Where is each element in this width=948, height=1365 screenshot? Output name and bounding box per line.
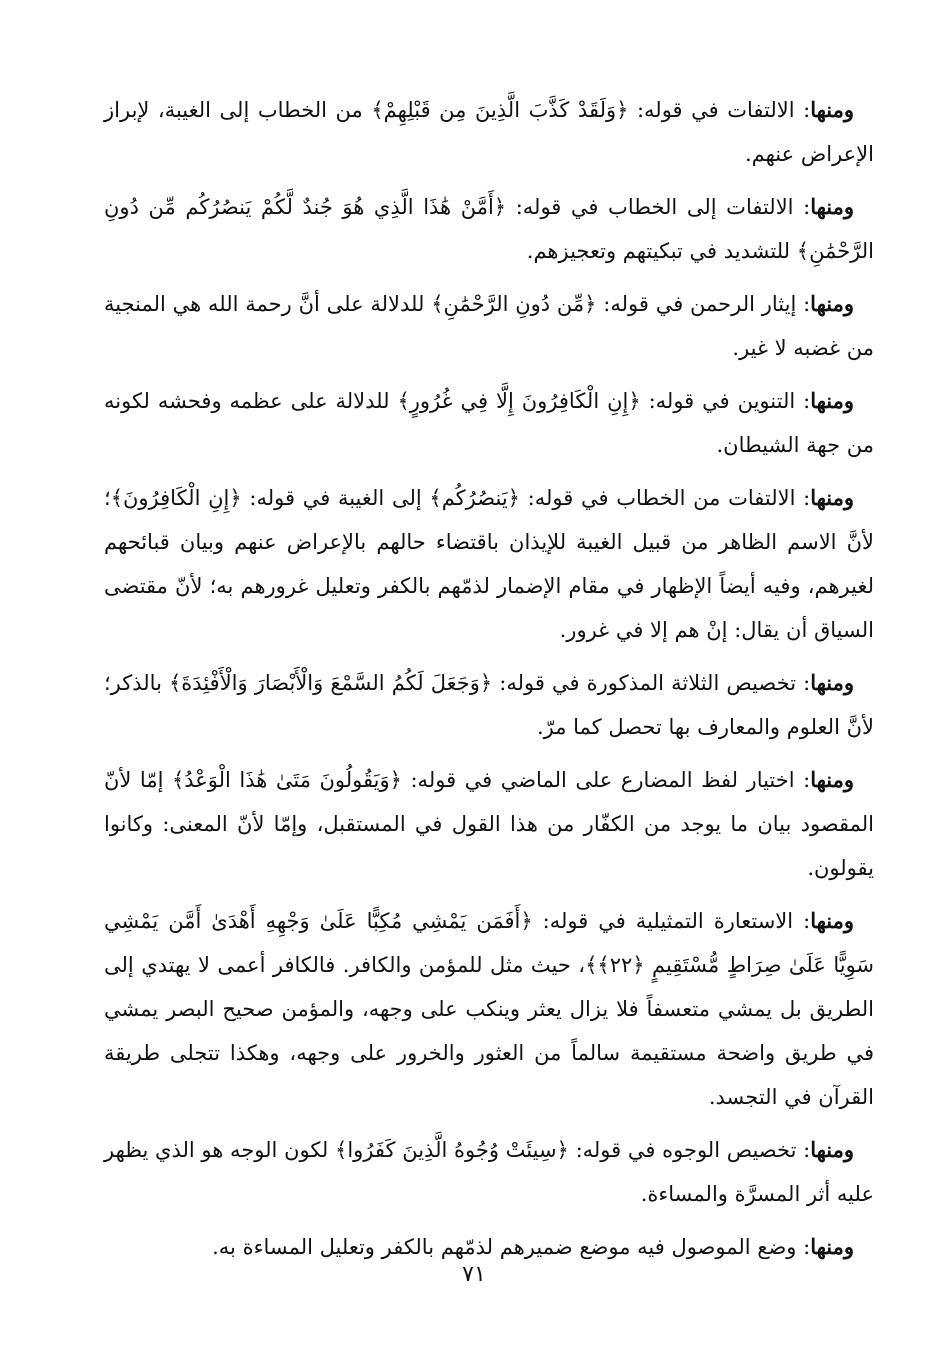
paragraph (104, 1128, 874, 1216)
paragraph-lead: ومنها (810, 485, 854, 510)
quran-quote: ﴿إِنِ الْكَافِرُونَ﴾ (110, 486, 242, 510)
paragraph-lead: ومنها (810, 670, 854, 695)
quran-quote: ﴿إِنِ الْكَافِرُونَ إِلَّا فِي غُرُورٍ﴾ (397, 389, 641, 413)
quran-quote: ﴿سِيئَتْ وُجُوهُ الَّذِينَ كَفَرُوا﴾ (335, 1138, 569, 1162)
paragraph-text: للدلالة على عظمه وفحشه لكونه من جهة الشيطان. (104, 389, 874, 457)
quran-quote: ﴿أَفَمَن يَمْشِي مُكِبًّا عَلَىٰ وَجْهِهِ أَهْدَىٰ أَمَّن يَمْشِي سَوِيًّا عَلَىٰ صِرَاطٍ مُّسْتَقِيمٍ ﴿٢٢﴾﴾ (104, 909, 875, 977)
paragraph-text: : التنوين في قوله: (640, 389, 811, 413)
paragraph-text: من الخطاب إلى الغيبة، لإبراز الإعراض عنهم. (104, 98, 874, 166)
paragraph (104, 88, 874, 176)
page-body (104, 88, 874, 1278)
paragraph-text: للدلالة على أنَّ رحمة الله هي المنجية من غضبه لا غير. (104, 292, 874, 360)
paragraph-lead: ومنها (810, 1137, 854, 1162)
paragraph-text: إمّا لأنّ المقصود بيان ما يوجد من الكفّار من هذا القول في المستقبل، وإمّا لأنّ المعنى: وكانوا يقولون. (104, 768, 874, 880)
paragraph-text: : اختيار لفظ المضارع على الماضي في قوله: (401, 768, 811, 792)
paragraph-text: : وضع الموصول فيه موضع ضميرهم لذمّهم بالكفر وتعليل المساءة به. (212, 1235, 811, 1259)
paragraph-lead: ومنها (810, 194, 854, 219)
paragraph (104, 758, 874, 890)
paragraph (104, 282, 874, 370)
paragraph-text: لكون الوجه هو الذي يظهر عليه أثر المسرَّة والمساءة. (104, 1138, 874, 1206)
paragraph-text: ؛ لأنَّ الاسم الظاهر من قبيل الغيبة للإيذان باقتضاء حالهم بالإعراض عنهم وبيان قبائحهم لغيرهم، وفيه أيضاً الإظهار في مقام الإضمار لذمّهم بالكفر وتعليل غرورهم به؛ لأنّ مقتضى السياق أن يقال: إنْ هم إلا في غرور. (104, 486, 874, 642)
paragraph-text: : إيثار الرحمن في قوله: (596, 292, 811, 316)
paragraph-text: : تخصيص الثلاثة المذكورة في قوله: (492, 671, 811, 695)
paragraph (104, 185, 874, 273)
quran-quote: ﴿وَيَقُولُونَ مَتَىٰ هَٰذَا الْوَعْدُ﴾ (171, 768, 402, 792)
paragraph (104, 661, 874, 749)
paragraph-lead: ومنها (810, 767, 855, 792)
quran-quote: ﴿أَمَّنْ هَٰذَا الَّذِي هُوَ جُندٌ لَّكُمْ يَنصُرُكُم مِّن دُونِ الرَّحْمَٰنِ﴾ (104, 195, 874, 263)
paragraph-text: : تخصيص الوجوه في قوله: (568, 1138, 811, 1162)
paragraph-text: بالذكر؛ لأنَّ العلوم والمعارف بها تحصل كما مرّ. (104, 671, 874, 739)
quran-quote: ﴿وَلَقَدْ كَذَّبَ الَّذِينَ مِن قَبْلِهِمْ﴾ (371, 98, 629, 122)
page-number: ٧١ (462, 1262, 486, 1287)
paragraph-lead: ومنها (810, 908, 854, 933)
paragraph-text: : الالتفات في قوله: (628, 98, 811, 122)
quran-quote: ﴿يَنصُرُكُم﴾ (429, 486, 520, 510)
paragraph (104, 379, 874, 467)
paragraph-text: إلى الغيبة في قوله: (241, 486, 430, 510)
paragraph (104, 476, 874, 652)
paragraph-text: : الالتفات من الخطاب في قوله: (519, 486, 811, 510)
paragraph-lead: ومنها (810, 388, 854, 413)
paragraph-text: للتشديد في تبكيتهم وتعجيزهم. (526, 239, 797, 263)
paragraph-text: ، حيث مثل للمؤمن والكافر. فالكافر أعمى لا يهتدي إلى الطريق بل يمشي متعسفاً فلا يزال يعثر وينكب على وجهه، والمؤمن صحيح البصر يمشي في طريق واضحة مستقيمة سالماً من العثور والخرور على وجهه، وهكذا تتجلى طريقة القرآن في التجسد. (104, 953, 874, 1109)
paragraph-lead: ومنها (810, 1234, 854, 1259)
quran-quote: ﴿وَجَعَلَ لَكُمُ السَّمْعَ وَالْأَبْصَارَ وَالْأَفْئِدَةَ﴾ (169, 671, 493, 695)
paragraph (104, 899, 874, 1119)
paragraph-text: : الاستعارة التمثيلية في قوله: (532, 909, 811, 933)
paragraph-lead: ومنها (810, 291, 854, 316)
quran-quote: ﴿مِّن دُونِ الرَّحْمَٰنِ﴾ (431, 292, 597, 316)
paragraph-lead: ومنها (810, 97, 854, 122)
paragraph-text: : الالتفات إلى الخطاب في قوله: (506, 195, 811, 219)
